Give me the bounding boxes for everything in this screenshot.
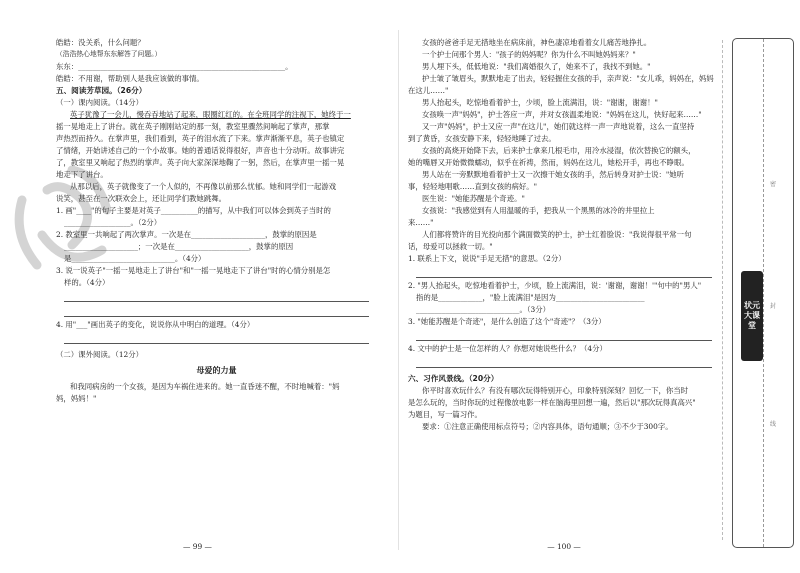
answer-line[interactable] <box>416 326 712 341</box>
dialogue-line-2: 皓皓：不用谢，帮助别人是我应该做的事情。 <box>56 74 204 83</box>
article-line: 护士皱了皱眉头，默默地走了出去，轻轻握住女孩的手，亲声说："女儿乖，妈妈在，妈妈 <box>422 74 714 83</box>
question-2: 2. "男人抬起头，吃惊地看着护士，少顷，脸上流满泪，说：'谢谢，谢谢！'"句中的"男人" <box>408 281 702 290</box>
question-4: 4. 用"___"画出英子的变化，说说你从中明白的道理。（4分） <box>56 320 255 329</box>
question-2-cont[interactable]: ____________________________。（3分） <box>416 305 551 314</box>
answer-line[interactable] <box>64 287 369 302</box>
article-line: 她的嘴唇又开始微微蠕动，似乎在祈祷，然而，妈妈在这儿，她松开手，再也不睁眼。 <box>408 158 689 167</box>
question-1-cont[interactable]: __________________。（2分） <box>64 218 162 227</box>
article-line: 话，母爱可以拯救一切。" <box>408 242 493 251</box>
question-2-cont[interactable]: ____________________；一次是在____________________，鼓掌的原因 <box>64 242 294 251</box>
section-6-heading: 六、习作风景线。（20分） <box>408 374 499 383</box>
article-line: 一个护士问那个男人："孩子的妈妈呢？你为什么不叫她妈妈来？" <box>422 50 636 59</box>
dialogue-line-blank[interactable]: 东东：________________________________________________________。 <box>56 62 293 71</box>
question-2[interactable]: 2. 教室里一共响起了两次掌声。一次是在____________________，鼓掌的原因是 <box>56 230 317 239</box>
passage-line: 摇一晃地走上了讲台。就在英子刚刚站定的那一刻，教室里骤然间响起了掌声，那掌 <box>56 122 330 131</box>
dialogue-line-1: 皓皓：没关系，什么问题？ <box>56 38 145 47</box>
seal-char: 封 <box>770 303 777 310</box>
article-line: 又一声"妈妈"，护士又应一声"在这儿"，她们就这样一声一声地说着，这么一直坚持 <box>422 122 695 131</box>
article-line: 在这儿……" <box>408 86 449 95</box>
binding-cut-line <box>722 40 723 540</box>
essay-prompt: 为题目，写一篇习作。 <box>408 410 482 419</box>
page-divider <box>398 30 399 550</box>
seal-line <box>763 39 764 547</box>
brand-logo <box>741 271 763 361</box>
brand-text: 状元大课堂 <box>744 301 760 330</box>
question-1: 1. 联系上下文，说说"手足无措"的意思。（2分） <box>408 254 566 263</box>
right-page <box>400 0 728 573</box>
article-line: 到了黄昏，女孩安静下来，轻轻地睡了过去。 <box>408 134 556 143</box>
question-2-cont[interactable]: 是____________________________。（4分） <box>64 254 206 263</box>
question-1[interactable]: 1. 画"____"的句子主要是对英子__________的描写，从中我们可以体会到英子当时的 <box>56 206 331 215</box>
passage-line: 了，教室里又响起了热烈的掌声。英子向大家深深地鞠了一躬，然后，在掌声里一摇一晃 <box>56 158 345 167</box>
answer-line[interactable] <box>64 302 369 317</box>
article-line: 人们都将赞许的目光投向那个满面微笑的护士，护士红着脸说："我说得很平常一句 <box>422 230 692 239</box>
sub-heading-1: （一）课内阅读。（14分） <box>56 98 144 107</box>
sub-heading-2: （二）课外阅读。（12分） <box>56 350 144 359</box>
essay-prompt: 是怎么玩的，当时你玩的过程像放电影一样在脑海里回想一遍，然后以"那次玩得真高兴" <box>408 398 696 407</box>
question-3-cont: 样的。（4分） <box>64 278 110 287</box>
essay-requirements: 要求：①注意正确使用标点符号；②内容具体，语句通顺；③不少于300字。 <box>422 422 673 431</box>
passage-line: 说笑，甚至在一次联欢会上，还让同学们教她跳舞。 <box>56 194 226 203</box>
passage-line: 英子犹豫了一会儿，慢吞吞地站了起来，眼圈红红的。在全班同学的注视下，她终于一 <box>70 110 351 119</box>
binding-strip <box>732 38 794 548</box>
left-page <box>0 0 395 573</box>
article-line: 医生说："她能苏醒是个奇迹。" <box>422 194 525 203</box>
page-number: — 99 — <box>183 542 212 551</box>
seal-char: 线 <box>770 421 777 428</box>
page-number: — 100 — <box>547 542 581 551</box>
article-line: 女孩的高烧开始降下去，后来护士拿来几根毛巾，用冷水浸湿，依次替换它的额头， <box>422 146 696 155</box>
dialogue-note: （浩浩热心地帮东东解答了问题。） <box>56 50 162 58</box>
passage-line: 从那以后，英子就像变了一个人似的，不再像以前那么忧郁。她和同学们一起游戏 <box>70 182 337 191</box>
article-line: 男人站在一旁默默地看着护士又一次擦干她女孩的手，然后转身对护士说："她听 <box>422 170 685 179</box>
article-line: 男人抬起头，吃惊地看着护士，少顷，脸上流满泪，说："谢谢，谢谢！" <box>422 98 658 107</box>
passage-line: 地走下了讲台。 <box>56 170 108 179</box>
article-line: 妈，妈妈！" <box>56 394 97 403</box>
answer-line[interactable] <box>64 329 369 344</box>
article-line: 女孩唤一声"妈妈"，护士答应一声，并对女孩温柔地说："妈妈在这儿，快好起来……" <box>422 110 702 119</box>
question-4: 4. 文中的护士是一位怎样的人？你想对她说些什么？（4分） <box>408 344 607 353</box>
reading-passage <box>56 110 377 203</box>
article-continued <box>408 38 720 251</box>
article-title: 母爱的力量 <box>196 366 237 375</box>
passage-line: 声热烈而持久。在掌声里，我们看到，英子的泪水流了下来。掌声渐渐平息，英子也镇定 <box>56 134 345 143</box>
question-3: 3. "她能苏醒是个奇迹"，是什么创造了这个"奇迹"？（3分） <box>408 317 606 326</box>
answer-line[interactable] <box>416 353 712 368</box>
article-line: 事，轻轻地唱歌……直到女孩的病好。" <box>408 182 538 191</box>
article-line: 女孩的爸爸手足无措地坐在病床前，神色凄凉地看着女儿痛苦地挣扎。 <box>422 38 652 47</box>
essay-prompt: 你平时喜欢玩什么？有没有哪次玩得特别开心，印象特别深刻？回忆一下，你当时 <box>422 386 689 395</box>
article-line: 女孩说："我感觉到有人用温暖的手，把我从一个黑黑的冰冷的井里拉上 <box>422 206 655 215</box>
question-3: 3. 说一说英子"一摇一晃地走上了讲台"和"一摇一晃地走下了讲台"时的心情分别是怎 <box>56 266 331 275</box>
question-2-cont[interactable]: 指的是____________，"脸上流满泪"是因为________________________ <box>416 293 645 302</box>
article-line: 和我同病房的一个女孩，是因为车祸住进来的。她一直昏迷不醒，不时地喊着："妈 <box>70 382 340 391</box>
answer-line[interactable] <box>416 263 712 278</box>
article-line: 男人埋下头，低低地说："我们离婚很久了，她来不了，我找不到她。" <box>422 62 651 71</box>
passage-line: 了情绪，开始讲述自己的一个小故事。她的普通话说得很好，声音也十分动听。故事讲完 <box>56 146 345 155</box>
section-5-heading: 五、阅读芳草园。（26分） <box>56 86 147 95</box>
article-line: 来……" <box>408 218 434 227</box>
seal-char: 密 <box>770 181 777 188</box>
